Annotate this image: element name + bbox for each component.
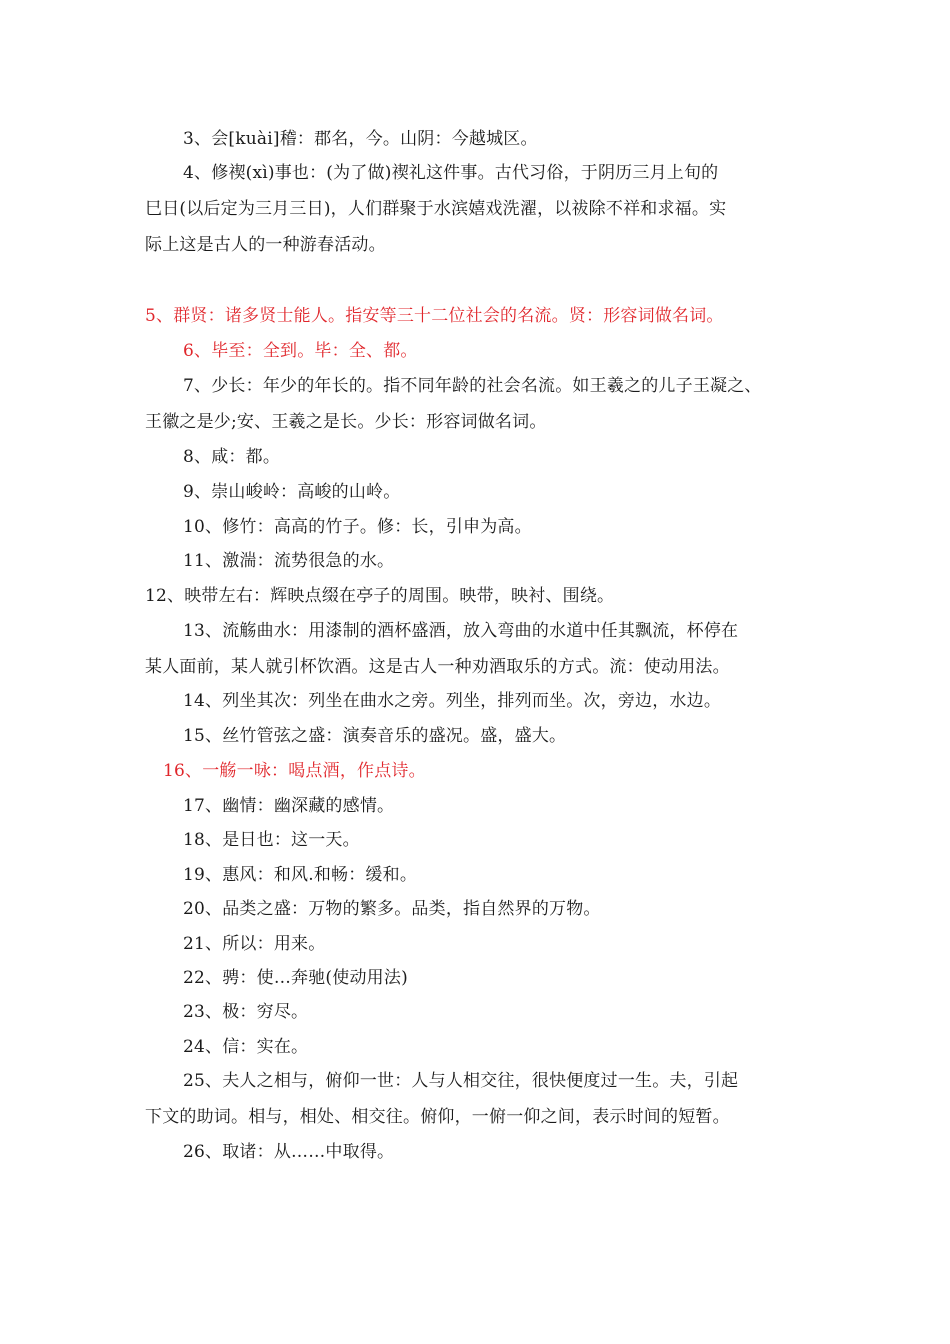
note-16: 16、一觞一咏：喝点酒，作点诗。 (163, 761, 426, 781)
note-24: 24、信：实在。 (183, 1037, 309, 1057)
note-10: 10、修竹：高高的竹子。修：长，引申为高。 (183, 517, 532, 537)
note-20: 20、品类之盛：万物的繁多。品类，指自然界的万物。 (183, 899, 601, 919)
note-8: 8、咸：都。 (183, 447, 281, 467)
note-4-line1: 4、修禊(xì)事也：(为了做)禊礼这件事。古代习俗，于阴历三月上旬的 (183, 163, 719, 183)
note-13-line2: 某人面前，某人就引杯饮酒。这是古人一种劝酒取乐的方式。流：使动用法。 (145, 657, 730, 677)
note-3: 3、会[kuài]稽：郡名，今。山阴：今越城区。 (183, 129, 538, 149)
note-14: 14、列坐其次：列坐在曲水之旁。列坐，排列而坐。次，旁边，水边。 (183, 691, 722, 711)
note-11: 11、激湍：流势很急的水。 (183, 551, 395, 571)
note-6: 6、毕至：全到。毕：全、都。 (183, 341, 418, 361)
note-25-line1: 25、夫人之相与，俯仰一世：人与人相交往，很快便度过一生。夫，引起 (183, 1071, 739, 1091)
note-23: 23、极：穷尽。 (183, 1002, 309, 1022)
note-21: 21、所以：用来。 (183, 934, 326, 954)
note-9: 9、崇山峻岭：高峻的山岭。 (183, 482, 401, 502)
note-15: 15、丝竹管弦之盛：演奏音乐的盛况。盛，盛大。 (183, 726, 567, 746)
note-12: 12、映带左右：辉映点缀在亭子的周围。映带，映衬、围绕。 (145, 586, 615, 606)
note-13-line1: 13、流觞曲水：用漆制的酒杯盛酒，放入弯曲的水道中任其飘流，杯停在 (183, 621, 739, 641)
note-25-line2: 下文的助词。相与，相处、相交往。俯仰，一俯一仰之间，表示时间的短暂。 (145, 1107, 730, 1127)
note-26: 26、取诸：从……中取得。 (183, 1142, 395, 1162)
note-22: 22、骋：使…奔驰(使动用法) (183, 968, 408, 988)
note-5: 5、群贤：诸多贤士能人。指安等三十二位社会的名流。贤：形容词做名词。 (145, 306, 724, 326)
note-4-line3: 际上这是古人的一种游春活动。 (145, 235, 386, 255)
note-17: 17、幽情：幽深藏的感情。 (183, 796, 395, 816)
note-19: 19、惠风：和风.和畅：缓和。 (183, 865, 418, 885)
note-7-line2: 王徽之是少;安、王羲之是长。少长：形容词做名词。 (145, 412, 547, 432)
note-4-line2: 巳日(以后定为三月三日)，人们群聚于水滨嬉戏洗濯，以祓除不祥和求福。实 (145, 199, 727, 219)
note-7-line1: 7、少长：年少的年长的。指不同年龄的社会名流。如王羲之的儿子王凝之、 (183, 376, 762, 396)
note-18: 18、是日也：这一天。 (183, 830, 360, 850)
